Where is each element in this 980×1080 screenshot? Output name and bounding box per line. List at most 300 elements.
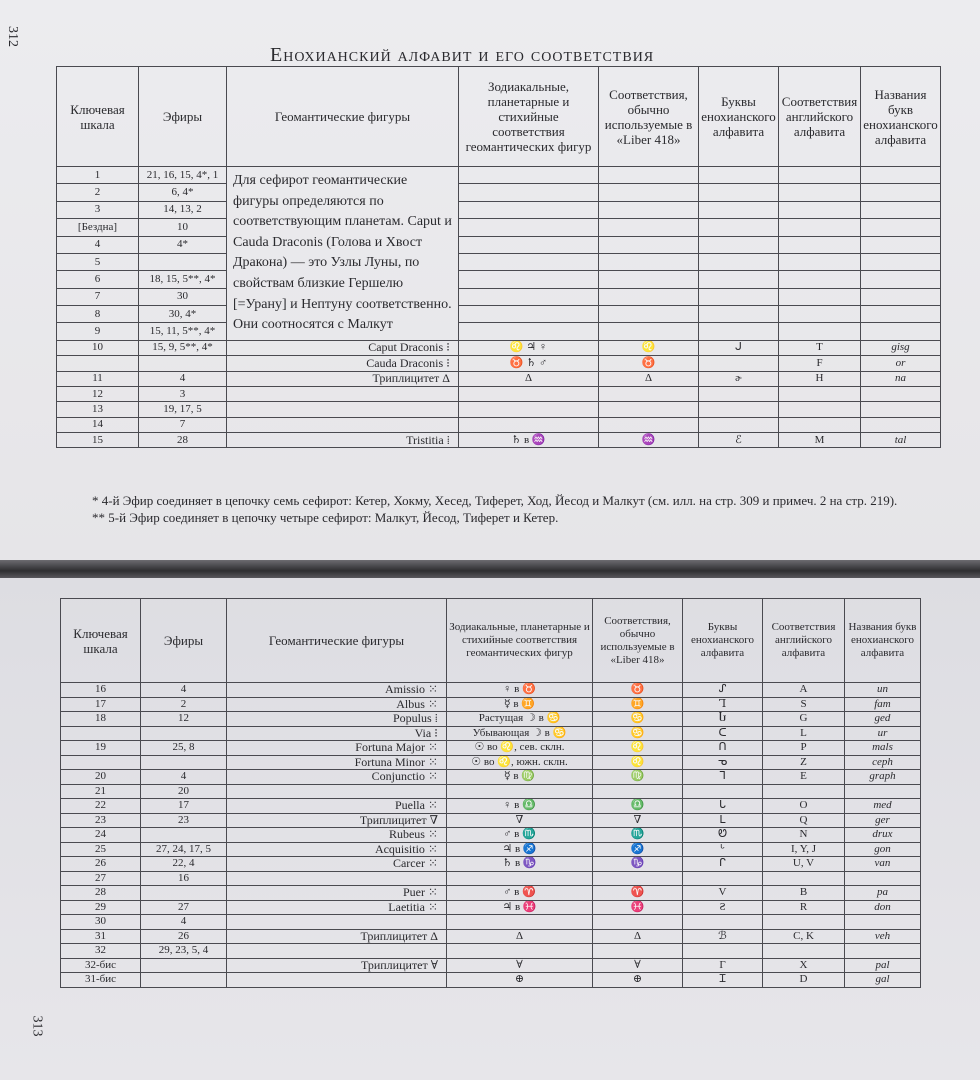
cell-enoch: ᒍ [699,340,779,355]
table-row [57,402,941,417]
cell-aethyr: 26 [141,929,227,944]
footnote-2: ** 5-й Эфир соединяет в цепочку четыре сефирот: Малкут, Йесод, Тиферет и Кетер. [92,510,559,525]
cell-name: pa [845,886,921,901]
cell-l418: ♈ [593,886,683,901]
cell-name: gon [845,842,921,857]
cell-name: drux [845,828,921,843]
cell-zod: Δ [447,929,593,944]
cell-key: 19 [61,741,141,756]
table-row [57,433,941,448]
cell-key: 15 [57,433,139,448]
cell-l418 [599,386,699,401]
cell-aethyr [141,886,227,901]
cell-zod [459,236,599,253]
cell-fig [227,784,447,799]
cell-name: ur [845,726,921,741]
cell-key: 8 [57,306,139,323]
cell-zod [459,402,599,417]
cell-key: 14 [57,417,139,432]
cell-l418 [599,323,699,340]
cell-key: 24 [61,828,141,843]
table-row [61,755,921,770]
cell-enoch: ℬ [683,929,763,944]
cell-zod [459,253,599,270]
cell-fig: Триплицитет Δ [227,929,447,944]
cell-l418: ♌ [593,741,683,756]
cell-l418 [599,417,699,432]
cell-aethyr: 17 [141,799,227,814]
cell-l418: ♉ [599,356,699,371]
cell-eng: F [779,356,861,371]
cell-name [861,402,941,417]
cell-fig [227,386,459,401]
cell-key: 31-бис [61,973,141,988]
table-row [61,726,921,741]
cell-enoch [699,201,779,218]
cell-fig [227,944,447,959]
header-aethyrs: Эфиры [141,599,227,683]
cell-aethyr: 4* [139,236,227,253]
table-row [61,683,921,698]
cell-key: 29 [61,900,141,915]
cell-aethyr [139,253,227,270]
table-row [57,288,941,305]
cell-fig: Триплицитет Δ [227,371,459,386]
table-row [57,271,941,288]
cell-zod [447,944,593,959]
cell-key: 17 [61,697,141,712]
cell-key: 7 [57,288,139,305]
cell-zod: ♃ в ♐ [447,842,593,857]
cell-aethyr: 30 [139,288,227,305]
cell-aethyr: 27 [141,900,227,915]
cell-key: [Бездна] [57,219,139,236]
cell-zod: ♄ в ♑ [447,857,593,872]
cell-fig: Via ⁝ [227,726,447,741]
cell-fig: Fortuna Minor ⁙ [227,755,447,770]
table-row [57,386,941,401]
cell-enoch: Γ [683,958,763,973]
cell-l418: ♏ [593,828,683,843]
cell-fig [227,973,447,988]
cell-eng [763,784,845,799]
cell-key: 10 [57,340,139,355]
cell-enoch: ᒣ [683,770,763,785]
cell-name: ceph [845,755,921,770]
cell-zod [459,184,599,201]
cell-aethyr [141,958,227,973]
cell-key: 16 [61,683,141,698]
cell-zod: ♃ в ♓ [447,900,593,915]
cell-key: 5 [57,253,139,270]
cell-enoch: ɚ [699,371,779,386]
cell-eng [779,253,861,270]
cell-name: don [845,900,921,915]
cell-aethyr [141,828,227,843]
cell-eng [779,184,861,201]
cell-name [861,323,941,340]
cell-fig [227,915,447,930]
cell-name: ged [845,712,921,727]
cell-enoch: ᑕ [683,726,763,741]
cell-eng: M [779,433,861,448]
cell-name: or [861,356,941,371]
cell-l418 [599,402,699,417]
cell-name [861,386,941,401]
table-row [57,371,941,386]
table-row [57,167,941,184]
cell-eng: D [763,973,845,988]
cell-enoch [699,184,779,201]
cell-aethyr: 16 [141,871,227,886]
cell-aethyr: 15, 11, 5**, 4* [139,323,227,340]
cell-zod: ♀ в ♉ [447,683,593,698]
cell-l418: ♌ [599,340,699,355]
cell-zod [459,323,599,340]
cell-enoch: Ƨ [683,900,763,915]
cell-zod: ☉ во ♌, южн. склн. [447,755,593,770]
cell-eng: C, K [763,929,845,944]
cell-aethyr: 20 [141,784,227,799]
cell-l418 [599,167,699,184]
cell-zod [447,871,593,886]
cell-key: 3 [57,201,139,218]
cell-enoch [683,944,763,959]
cell-name [861,288,941,305]
table-row [57,201,941,218]
cell-eng: U, V [763,857,845,872]
table-row [57,306,941,323]
cell-aethyr [141,726,227,741]
cell-eng: T [779,340,861,355]
cell-aethyr [141,755,227,770]
cell-aethyr: 4 [141,770,227,785]
cell-key [61,726,141,741]
cell-l418 [593,871,683,886]
cell-aethyr: 30, 4* [139,306,227,323]
cell-key: 2 [57,184,139,201]
cell-enoch [699,288,779,305]
cell-enoch [683,915,763,930]
cell-key: 28 [61,886,141,901]
cell-zod [459,271,599,288]
cell-enoch: ᒪ [683,813,763,828]
table-row [57,417,941,432]
cell-name [861,236,941,253]
cell-key: 6 [57,271,139,288]
cell-eng [779,288,861,305]
cell-aethyr: 7 [139,417,227,432]
cell-zod: ∀ [447,958,593,973]
cell-enoch [699,386,779,401]
cell-zod [459,219,599,236]
table-header [57,67,941,167]
cell-key: 23 [61,813,141,828]
table-row [61,958,921,973]
table-row [57,323,941,340]
cell-zod [459,288,599,305]
cell-name: gisg [861,340,941,355]
cell-l418: ♋ [593,726,683,741]
cell-eng: G [763,712,845,727]
cell-eng: L [763,726,845,741]
cell-name [861,167,941,184]
header-key: Ключевая шкала [61,599,141,683]
cell-key: 4 [57,236,139,253]
cell-zod [459,417,599,432]
table-row [57,340,941,355]
table-row [61,929,921,944]
header-geomantic: Геомантические фигуры [227,599,447,683]
cell-zod: ♂ в ♏ [447,828,593,843]
table-row [61,886,921,901]
header-english: Соответствия английского алфавита [779,67,861,167]
cell-l418: ⊕ [593,973,683,988]
cell-enoch: ᒋ [683,857,763,872]
cell-enoch [699,219,779,236]
table-row [57,184,941,201]
cell-zod: Убывающая ☽ в ♋ [447,726,593,741]
cell-eng [763,915,845,930]
cell-l418 [599,201,699,218]
cell-aethyr: 22, 4 [141,857,227,872]
cell-fig: Populus ⁞ [227,712,447,727]
cell-fig: Amissio ⁙ [227,683,447,698]
cell-eng: B [763,886,845,901]
table-row [61,770,921,785]
cell-key: 18 [61,712,141,727]
cell-name [861,417,941,432]
header-names: Названия букв енохианского алфавита [845,599,921,683]
cell-enoch [699,417,779,432]
cell-name [861,201,941,218]
cell-enoch: ᔑ [683,683,763,698]
cell-aethyr: 10 [139,219,227,236]
cell-l418: ♐ [593,842,683,857]
footnote-1: * 4-й Эфир соединяет в цепочку семь сефирот: Кетер, Хокму, Хесед, Тиферет, Ход, Йесод и Малкут (см. илл. на стр. 309 и примеч. 2 на стр. 219). [92,493,898,508]
cell-aethyr: 4 [141,915,227,930]
cell-fig: Rubeus ⁙ [227,828,447,843]
cell-enoch [699,323,779,340]
cell-key: 12 [57,386,139,401]
cell-key: 25 [61,842,141,857]
cell-name: tal [861,433,941,448]
cell-zod: ♄ в ♒ [459,433,599,448]
cell-key: 26 [61,857,141,872]
cell-zod: ♀ в ♎ [447,799,593,814]
cell-l418: ♓ [593,900,683,915]
cell-fig: Cauda Draconis ⁝ [227,356,459,371]
cell-aethyr: 6, 4* [139,184,227,201]
cell-eng [779,306,861,323]
cell-fig: Триплицитет ∀ [227,958,447,973]
cell-eng: Q [763,813,845,828]
footnotes [60,492,940,526]
cell-enoch [699,271,779,288]
cell-name: van [845,857,921,872]
cell-key [61,755,141,770]
table-row [61,857,921,872]
table-row [61,813,921,828]
cell-eng: S [763,697,845,712]
cell-fig: Tristitia ⁞ [227,433,459,448]
header-key: Ключевая шкала [57,67,139,167]
cell-enoch: Ꮼ [683,828,763,843]
cell-fig: Acquisitio ⁙ [227,842,447,857]
cell-l418 [593,944,683,959]
header-aethyrs: Эфиры [139,67,227,167]
cell-aethyr: 12 [141,712,227,727]
cell-fig: Триплицитет ∇ [227,813,447,828]
cell-enoch [699,253,779,270]
cell-zod: ♂ в ♈ [447,886,593,901]
book-spine-gap [0,560,980,578]
cell-eng [779,386,861,401]
cell-key: 22 [61,799,141,814]
cell-l418 [599,219,699,236]
cell-l418: ♌ [593,755,683,770]
cell-enoch [699,306,779,323]
cell-eng: X [763,958,845,973]
cell-aethyr: 2 [141,697,227,712]
cell-fig [227,871,447,886]
cell-key: 32-бис [61,958,141,973]
cell-eng [779,219,861,236]
cell-fig: Fortuna Major ⁙ [227,741,447,756]
cell-fig [227,402,459,417]
cell-eng [779,402,861,417]
cell-name [845,944,921,959]
cell-enoch: V [683,886,763,901]
cell-aethyr: 21, 16, 15, 4*, 1 [139,167,227,184]
cell-eng: A [763,683,845,698]
cell-enoch: ᒡ [683,842,763,857]
page-number-top: 312 [5,26,20,47]
table-row [61,712,921,727]
cell-key: 21 [61,784,141,799]
cell-aethyr: 14, 13, 2 [139,201,227,218]
cell-zod [447,915,593,930]
cell-enoch [699,236,779,253]
cell-key: 13 [57,402,139,417]
table-row [61,900,921,915]
page-number-bottom: 313 [29,1015,45,1037]
cell-name: un [845,683,921,698]
cell-eng [763,944,845,959]
cell-eng [779,323,861,340]
cell-eng: E [763,770,845,785]
cell-zod: ∇ [447,813,593,828]
cell-name [845,915,921,930]
cell-l418 [599,253,699,270]
header-names: Названия букв енохианского алфавита [861,67,941,167]
cell-name: fam [845,697,921,712]
header-liber418: Соответствия, обычно используемые в «Liber 418» [599,67,699,167]
cell-key: 1 [57,167,139,184]
cell-l418: ∀ [593,958,683,973]
cell-aethyr: 19, 17, 5 [139,402,227,417]
cell-name [861,219,941,236]
header-enochian: Буквы енохианского алфавита [683,599,763,683]
cell-eng: N [763,828,845,843]
cell-enoch: Ⴑ [683,712,763,727]
cell-eng: O [763,799,845,814]
cell-eng: Z [763,755,845,770]
table-header-bottom [61,599,921,683]
cell-l418: ♊ [593,697,683,712]
cell-name [861,306,941,323]
cell-name: ger [845,813,921,828]
cell-aethyr: 27, 24, 17, 5 [141,842,227,857]
cell-aethyr: 18, 15, 5**, 4* [139,271,227,288]
table-row [61,799,921,814]
correspondence-table-bottom [60,598,921,988]
cell-key: 31 [61,929,141,944]
cell-zod: ♌ ♃ ♀ [459,340,599,355]
cell-l418: ♑ [593,857,683,872]
cell-l418 [593,915,683,930]
cell-l418: Δ [599,371,699,386]
cell-enoch: ℰ [699,433,779,448]
cell-fig: Puella ⁙ [227,799,447,814]
cell-zod: ♉ ♄ ♂ [459,356,599,371]
cell-zod: Растущая ☽ в ♋ [447,712,593,727]
table-row [61,944,921,959]
header-liber418: Соответствия, обычно используемые в «Liber 418» [593,599,683,683]
cell-key: 27 [61,871,141,886]
cell-enoch [683,784,763,799]
table-row [61,871,921,886]
cell-l418 [593,784,683,799]
cell-l418: ♍ [593,770,683,785]
cell-name: graph [845,770,921,785]
cell-l418 [599,184,699,201]
header-english: Соответствия английского алфавита [763,599,845,683]
cell-zod: ☉ во ♌, сев. склн. [447,741,593,756]
cell-aethyr: 4 [141,683,227,698]
cell-enoch [683,871,763,886]
cell-aethyr: 28 [139,433,227,448]
correspondence-table-top [56,66,941,448]
cell-fig: Caput Draconis ⁝ [227,340,459,355]
header-zodiac: Зодиакальные, планетарные и стихийные соответствия геомантических фигур [447,599,593,683]
cell-eng [763,871,845,886]
cell-name [861,184,941,201]
cell-fig [227,417,459,432]
bottom-page [0,578,980,1080]
cell-eng [779,167,861,184]
cell-zod: ⊕ [447,973,593,988]
cell-l418: ♉ [593,683,683,698]
cell-enoch [699,356,779,371]
cell-enoch: ᓀ [683,755,763,770]
cell-l418 [599,306,699,323]
cell-name: pal [845,958,921,973]
cell-aethyr: 29, 23, 5, 4 [141,944,227,959]
cell-name: na [861,371,941,386]
table-row [61,741,921,756]
cell-key: 32 [61,944,141,959]
header-geomantic: Геомантические фигуры [227,67,459,167]
cell-eng [779,417,861,432]
cell-name [861,253,941,270]
cell-name [861,271,941,288]
page-title: Енохианский алфавит и его соответствия [270,44,655,66]
cell-l418: ♎ [593,799,683,814]
cell-fig: Conjunctio ⁙ [227,770,447,785]
cell-zod [459,167,599,184]
cell-aethyr [139,356,227,371]
